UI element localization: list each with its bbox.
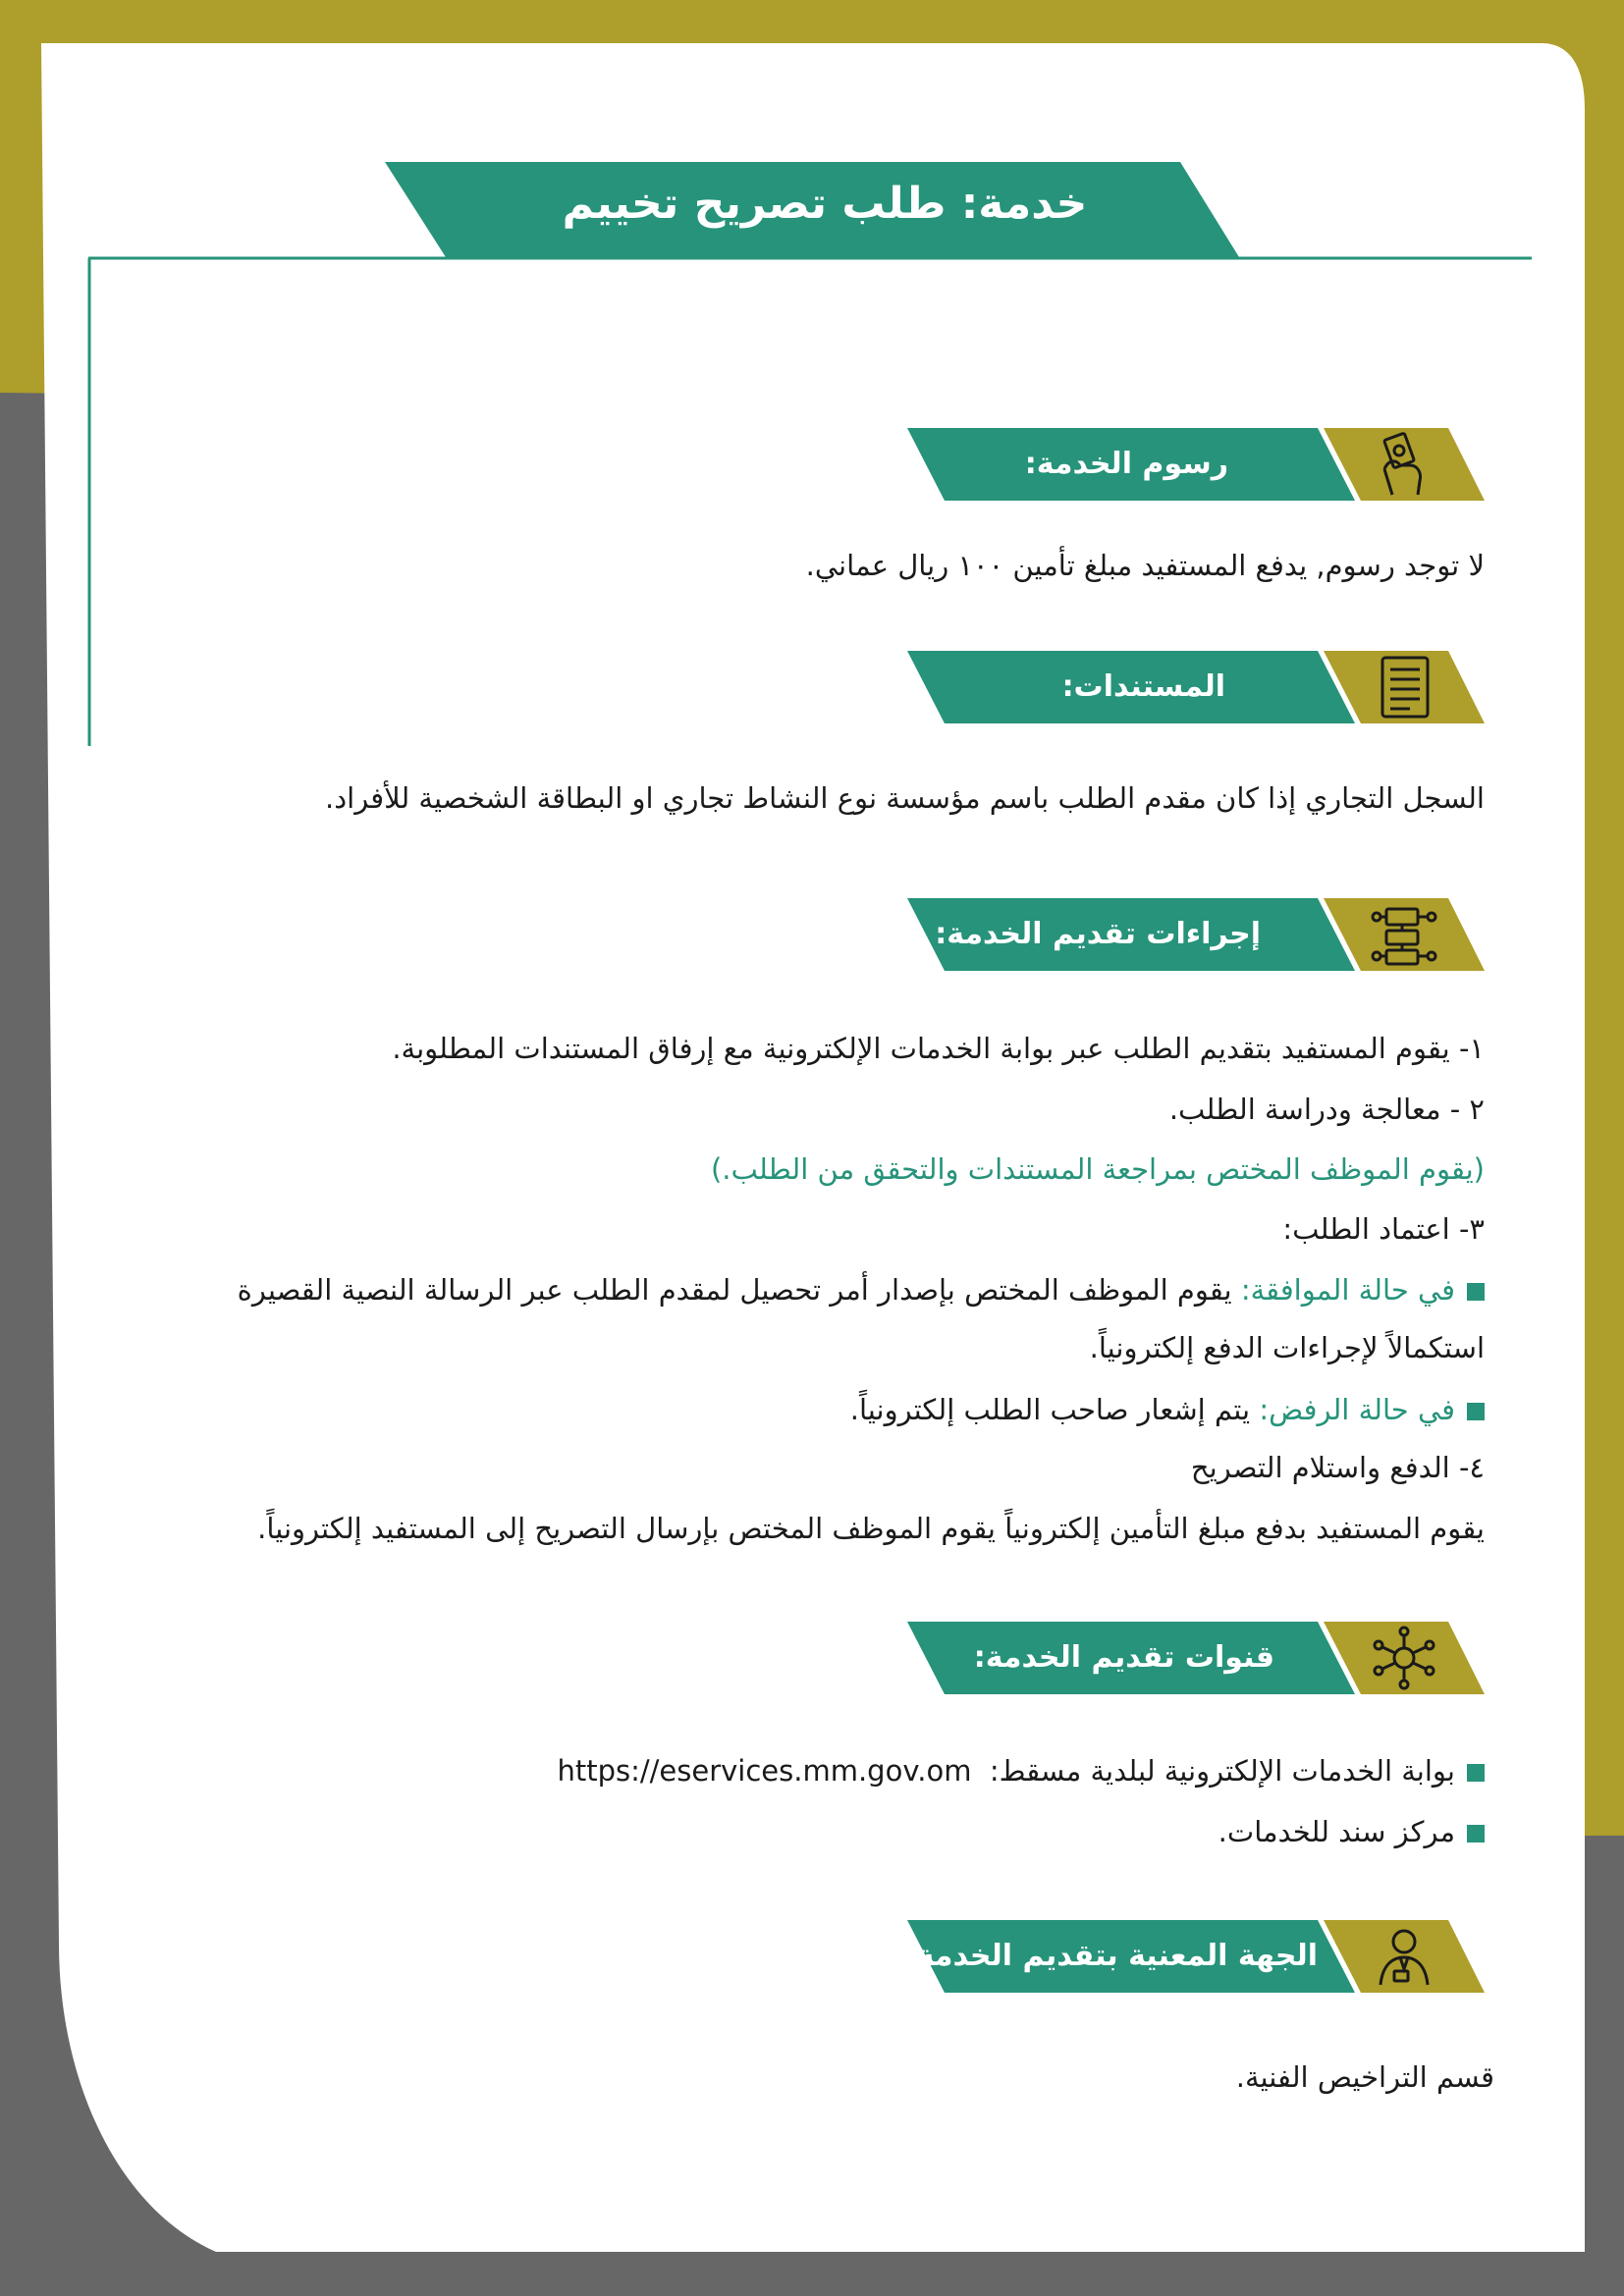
procedure-step-4: ٤- الدفع واستلام التصريح (1190, 1451, 1485, 1484)
approval-text: يقوم الموظف المختص بإصدار أمر تحصيل لمقدم الطلب عبر الرسالة النصية القصيرة (237, 1273, 1232, 1307)
approval-line (238, 1270, 1485, 1309)
rejection-line (850, 1390, 1485, 1429)
procedure-step-1: ١- يقوم المستفيد بتقديم الطلب عبر بوابة الخدمات الإلكترونية مع إرفاق المستندات المطلوبة. (392, 1032, 1485, 1065)
channel-portal (557, 1751, 1485, 1790)
hand-money-icon (1375, 430, 1434, 499)
procedure-step-4-text: يقوم المستفيد بدفع مبلغ التأمين إلكترونياً يقوم الموظف المختص بإرسال التصريح إلى المستفيد إلكترونياً. (257, 1512, 1485, 1545)
network-icon (1371, 1626, 1437, 1690)
bullet-square-icon (1467, 1403, 1485, 1420)
approval-continuation: استكمالاً لإجراءات الدفع إلكترونياً. (1089, 1331, 1485, 1364)
channel-sanad (1218, 1812, 1485, 1851)
documents-title: المستندات: (1061, 669, 1225, 704)
portal-text: بوابة الخدمات الإلكترونية لبلدية مسقط: (989, 1754, 1455, 1788)
channels-title: قنوات تقديم الخدمة: (973, 1640, 1274, 1675)
bullet-square-icon (1467, 1825, 1485, 1842)
procedure-step-3: ٣- اعتماد الطلب: (1282, 1212, 1485, 1246)
rejection-label: في حالة الرفض: (1259, 1393, 1455, 1426)
procedure-step-2: ٢ - معالجة ودراسة الطلب. (1168, 1093, 1485, 1126)
portal-url-link[interactable]: https://eservices.mm.gov.om (557, 1754, 972, 1788)
authority-text: قسم التراخيص الفنية. (1235, 2060, 1494, 2094)
document-icon (1377, 654, 1435, 721)
rejection-text: يتم إشعار صاحب الطلب إلكترونياً. (849, 1393, 1251, 1426)
approval-label: في حالة الموافقة: (1240, 1273, 1455, 1307)
page-title: خدمة: طلب تصريح تخييم (562, 179, 1088, 229)
employee-icon (1373, 1924, 1435, 1989)
procedures-title: إجراءات تقديم الخدمة: (935, 917, 1261, 951)
fees-title: رسوم الخدمة: (1024, 447, 1228, 481)
bullet-square-icon (1467, 1283, 1485, 1301)
bullet-square-icon (1467, 1764, 1485, 1782)
documents-text: السجل التجاري إذا كان مقدم الطلب باسم مؤسسة نوع النشاط تجاري او البطاقة الشخصية للأفراد. (325, 781, 1485, 815)
sanad-text: مركز سند للخدمات. (1218, 1815, 1455, 1848)
procedure-step-2-note: (يقوم الموظف المختص بمراجعة المستندات والتحقق من الطلب.) (710, 1152, 1485, 1186)
authority-title: الجهة المعنية بتقديم الخدمة: (904, 1939, 1318, 1973)
fees-text: لا توجد رسوم, يدفع المستفيد مبلغ تأمين ١٠٠ ريال عماني. (805, 549, 1485, 582)
workflow-icon (1369, 901, 1441, 970)
